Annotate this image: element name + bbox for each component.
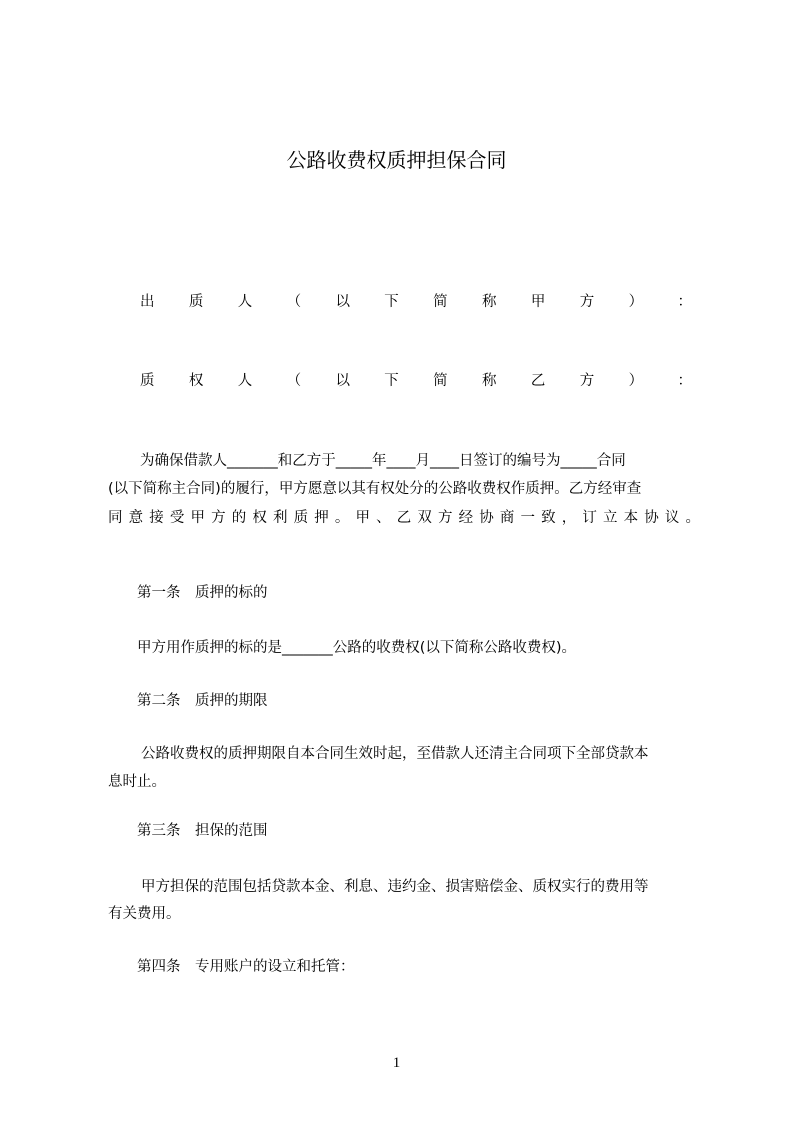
article-1-body: 甲方用作质押的标的是_______公路的收费权(以下简称公路收费权)。 xyxy=(137,640,577,656)
preamble-line-2: (以下简称主合同)的履行，甲方愿意以其有权处分的公路收费权作质押。乙方经审查 xyxy=(108,481,642,497)
page-number: 1 xyxy=(392,1055,401,1071)
article-4-heading: 第四条 专用账户的设立和托管： xyxy=(137,959,355,975)
char: 以 xyxy=(335,294,350,310)
char: 方 xyxy=(438,510,453,526)
char: 质 xyxy=(140,373,155,389)
char: 立 xyxy=(603,510,618,526)
char: 乙 xyxy=(396,510,412,526)
char: （ xyxy=(286,294,302,310)
char: 质 xyxy=(293,510,309,526)
char: 本 xyxy=(623,510,639,526)
char: 人 xyxy=(237,294,253,310)
char: 押 xyxy=(314,510,329,526)
char: 的 xyxy=(231,510,247,526)
preamble-line-3 xyxy=(108,508,700,528)
char: 协 xyxy=(644,510,659,526)
char: 方 xyxy=(579,294,595,310)
char: 方 xyxy=(211,510,226,526)
char: 议 xyxy=(664,510,680,526)
char: 受 xyxy=(169,510,185,526)
char: 下 xyxy=(384,373,399,389)
char: 意 xyxy=(128,510,144,526)
char: ： xyxy=(677,294,692,310)
char: 接 xyxy=(149,510,164,526)
article-1-heading: 第一条 质押的标的 xyxy=(137,585,268,601)
char: 甲 xyxy=(190,510,205,526)
char: 甲 xyxy=(355,510,370,526)
article-3-body-1: 甲方担保的范围包括贷款本金、利息、违约金、损害赔偿金、质权实行的费用等 xyxy=(141,879,649,895)
article-2-body-1: 公路收费权的质押期限自本合同生效时起，至借款人还清主合同项下全部贷款本 xyxy=(141,746,649,762)
char: 。 xyxy=(334,510,350,526)
char: 出 xyxy=(140,294,155,310)
char: 方 xyxy=(579,373,595,389)
article-3-heading: 第三条 担保的范围 xyxy=(137,823,268,839)
char: 下 xyxy=(384,294,399,310)
char: 经 xyxy=(458,510,474,526)
article-2-body-2: 息时止。 xyxy=(108,774,166,790)
char: 人 xyxy=(237,373,253,389)
char: 称 xyxy=(482,294,497,310)
char: ： xyxy=(677,373,692,389)
char: 质 xyxy=(188,294,204,310)
char: 权 xyxy=(188,373,204,389)
article-3-body-2: 有关费用。 xyxy=(108,906,181,922)
document-title: 公路收费权质押担保合同 xyxy=(286,148,507,172)
char: 称 xyxy=(482,373,497,389)
char: 甲 xyxy=(530,294,546,310)
char: 简 xyxy=(433,373,448,389)
char: 以 xyxy=(335,373,350,389)
char: 订 xyxy=(582,510,597,526)
char: 一 xyxy=(520,510,535,526)
pledgor-line xyxy=(140,292,692,312)
char: 利 xyxy=(273,510,288,526)
char: 双 xyxy=(417,510,432,526)
char: 同 xyxy=(108,510,123,526)
preamble-line-1: 为确保借款人_______和乙方于_____年____月____日签订的编号为_____合同 xyxy=(140,453,626,469)
char: ， xyxy=(561,510,577,526)
char: 乙 xyxy=(530,373,546,389)
char: ） xyxy=(628,294,644,310)
char: 协 xyxy=(479,510,494,526)
char: 简 xyxy=(433,294,448,310)
article-2-heading: 第二条 质押的期限 xyxy=(137,693,268,709)
char: 权 xyxy=(252,510,267,526)
char: 致 xyxy=(541,510,556,526)
char: 商 xyxy=(499,510,515,526)
char: ） xyxy=(628,373,644,389)
char: （ xyxy=(286,373,302,389)
char: 、 xyxy=(376,510,391,526)
pledgee-line xyxy=(140,371,692,391)
char: 。 xyxy=(685,510,700,526)
